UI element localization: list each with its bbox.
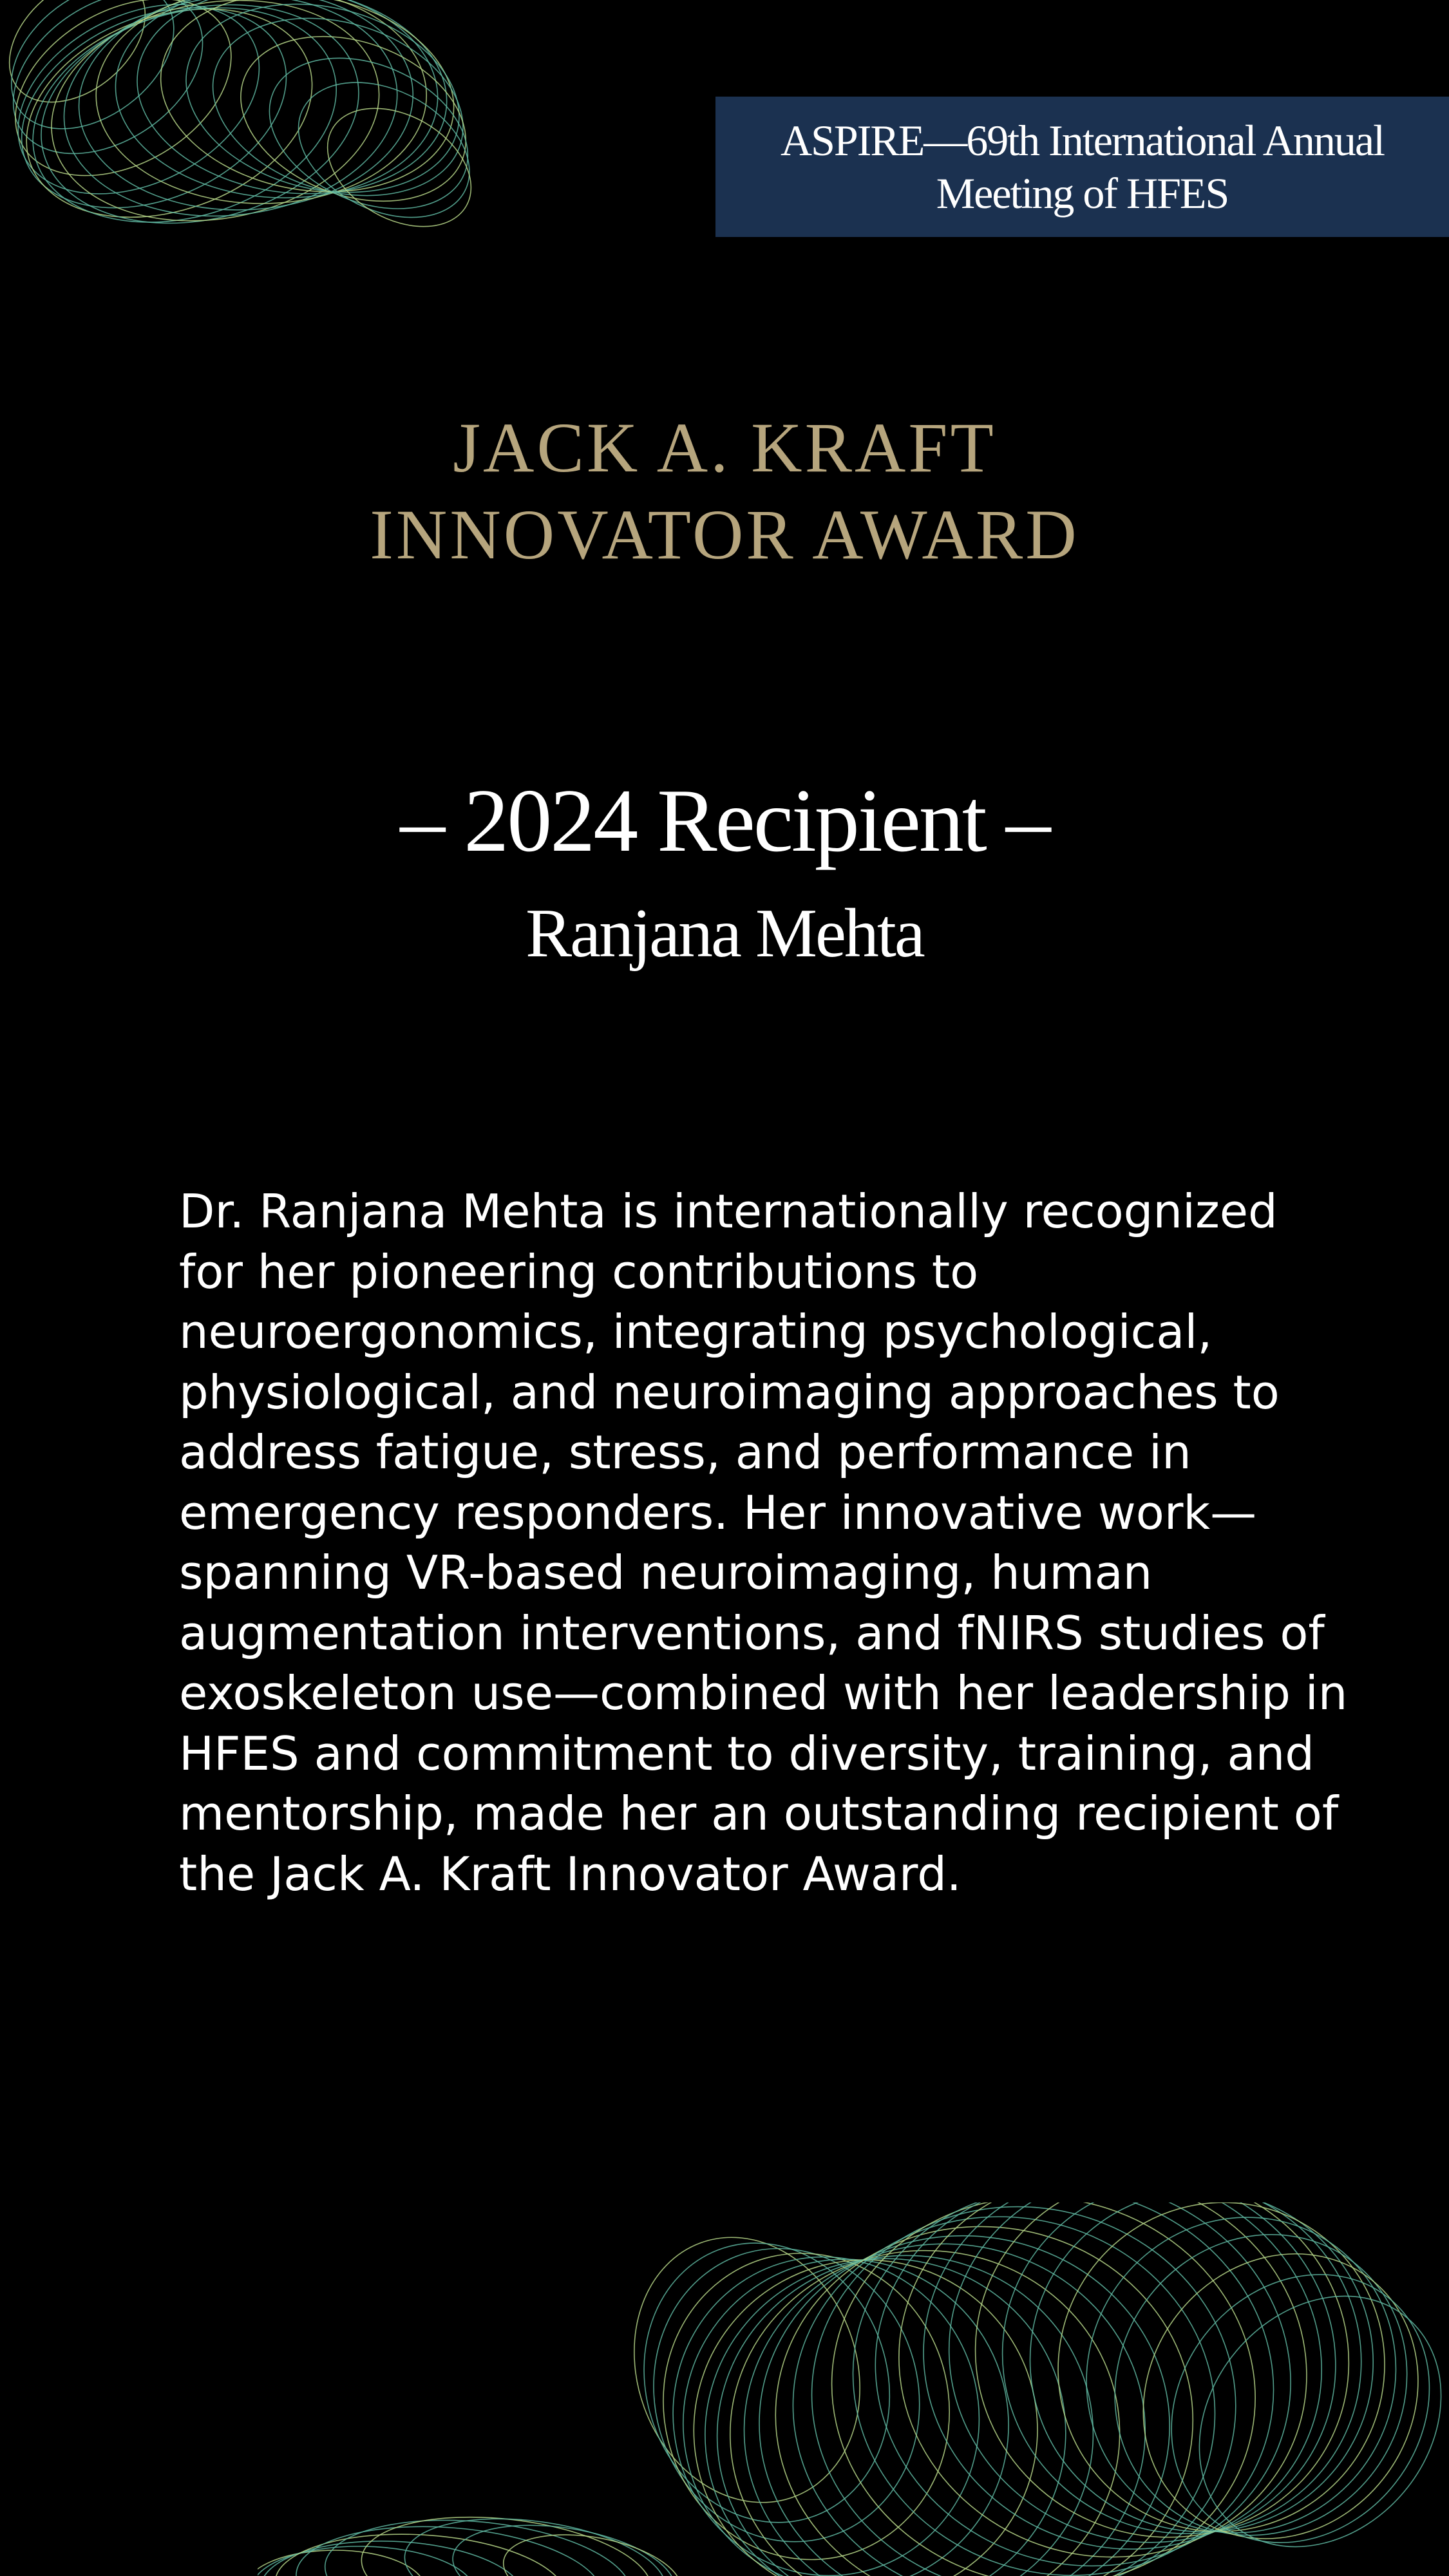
mesh-line <box>1119 2223 1449 2576</box>
mesh-line <box>1027 2202 1449 2576</box>
mesh-line <box>673 2239 1059 2576</box>
award-title-line-1: JACK A. KRAFT <box>453 408 996 487</box>
mesh-line <box>750 2226 1179 2576</box>
mesh-line <box>307 84 492 251</box>
mesh-line <box>631 2223 981 2576</box>
mesh-line <box>319 2507 636 2576</box>
wire-mesh-decoration-bottom-right <box>580 2202 1449 2576</box>
mesh-line <box>784 2202 1264 2576</box>
mesh-line <box>19 0 381 254</box>
mesh-line <box>1150 2248 1449 2576</box>
mesh-line <box>726 2246 1124 2576</box>
event-banner-line-1: ASPIRE—69th International Annual <box>780 116 1384 165</box>
wire-mesh-decoration-bottom-left <box>258 2499 708 2576</box>
mesh-line <box>96 0 426 204</box>
mesh-line <box>167 0 478 219</box>
mesh-line <box>851 2202 1355 2576</box>
mesh-line <box>0 0 169 128</box>
mesh-line <box>246 29 491 237</box>
mesh-line <box>644 2229 1008 2576</box>
event-banner <box>715 97 1449 237</box>
mesh-line <box>609 2211 925 2554</box>
mesh-line <box>0 0 262 212</box>
award-title-line-2: INNOVATOR AWARD <box>370 495 1079 574</box>
mesh-line <box>272 2526 569 2576</box>
mesh-line <box>126 0 458 210</box>
mesh-line <box>971 2202 1433 2576</box>
mesh-line <box>918 2202 1406 2576</box>
mesh-line <box>0 0 202 158</box>
mesh-line <box>598 2206 896 2535</box>
mesh-line <box>742 2242 1148 2576</box>
mesh-line <box>894 2202 1390 2576</box>
mesh-line <box>706 2244 1103 2576</box>
mesh-line <box>772 2202 1237 2576</box>
mesh-line <box>398 2504 672 2576</box>
mesh-line <box>0 0 291 232</box>
mesh-line <box>872 2202 1374 2576</box>
event-banner-line-2: Meeting of HFES <box>936 169 1229 218</box>
mesh-line <box>259 2536 526 2576</box>
mesh-line <box>355 2503 658 2576</box>
mesh-line <box>109 0 444 207</box>
mesh-line <box>831 2202 1334 2576</box>
mesh-line <box>798 2202 1289 2576</box>
mesh-line <box>658 2234 1034 2576</box>
recipient-bio: Dr. Ranjana Mehta is internationally recognized for her pioneering contributions to neuroergonomics, integrating psychological, physiological, and neuroimaging approaches to address fatigue, stress, and performance in emergency responders. Her innovative work—spanning VR-based neuroimaging, human augmentation interventions, and fNIRS studies of exoskeleton use—combined with her leadership in HFES and commitment to diversity, training, and mentorship, made her an outstanding recipient of the Jack A. Kraft Innovator Award. <box>179 1184 1348 1901</box>
mesh-line <box>497 2523 688 2576</box>
mesh-line <box>943 2202 1420 2576</box>
mesh-line <box>292 2516 607 2576</box>
mesh-line <box>1057 2202 1449 2576</box>
mesh-line <box>814 2202 1312 2576</box>
mesh-line <box>258 2544 477 2576</box>
mesh-line <box>191 0 485 224</box>
mesh-line <box>6 0 363 257</box>
mesh-line <box>760 2210 1208 2576</box>
mesh-line <box>1088 2202 1449 2576</box>
mesh-line <box>258 2550 425 2576</box>
wire-mesh-decoration-top-left <box>0 0 580 322</box>
mesh-line <box>0 0 317 246</box>
recipient-name: Ranjana Mehta <box>526 895 923 972</box>
mesh-line <box>998 2202 1444 2576</box>
mesh-line <box>73 0 419 219</box>
mesh-line <box>446 2511 682 2576</box>
mesh-line <box>689 2242 1082 2576</box>
mesh-line <box>52 0 410 234</box>
mesh-line <box>34 0 397 245</box>
mesh-line <box>0 0 341 254</box>
mesh-line <box>145 0 469 214</box>
mesh-line <box>218 7 489 231</box>
mesh-line <box>276 55 492 244</box>
mesh-line <box>620 2217 954 2573</box>
recipient-year-heading: – 2024 Recipient – <box>400 771 1049 871</box>
mesh-line <box>0 0 232 187</box>
